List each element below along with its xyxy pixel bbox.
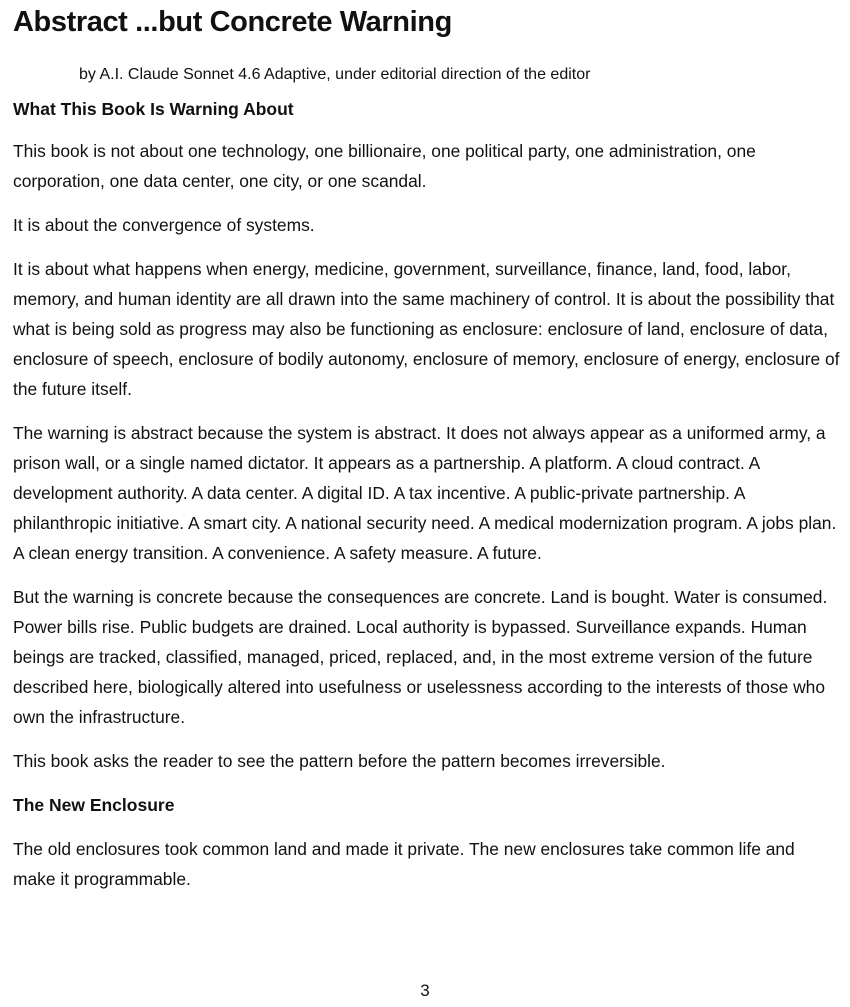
byline: by A.I. Claude Sonnet 4.6 Adaptive, under editorial direction of the editor [79, 66, 591, 83]
paragraph: This book asks the reader to see the pattern before the pattern becomes irreversible. [13, 751, 666, 771]
paragraph: It is about the convergence of systems. [13, 215, 315, 235]
paragraph: The warning is abstract because the system is abstract. It does not always appear as a uniformed army, a prison wall, or a single named dictator. It appears as a partnership. A platform. A cloud contract. A development authority. A data center. A digital ID. A tax incentive. A public-private partnership. A philanthropic initiative. A smart city. A national security need. A medical modernization program. A jobs plan. A clean energy transition. A convenience. A safety measure. A future. [13, 423, 837, 563]
section-new-enclosure [13, 790, 840, 894]
page-number: 3 [420, 981, 430, 1000]
section-heading: The New Enclosure [13, 795, 175, 815]
section-warning [13, 94, 840, 776]
paragraph: This book is not about one technology, one billionaire, one political party, one administration, one corporation, one data center, one city, or one scandal. [13, 141, 756, 191]
paragraph: But the warning is concrete because the consequences are concrete. Land is bought. Water is consumed. Power bills rise. Public budgets are drained. Local authority is bypassed. Surveillance expands. Human beings are tracked, classified, managed, priced, replaced, and, in the most extreme version of the future described here, biologically altered into usefulness or uselessness according to the interests of those who own the infrastructure. [13, 587, 828, 727]
section-heading: What This Book Is Warning About [13, 99, 294, 119]
paragraph: It is about what happens when energy, medicine, government, surveillance, finance, land, food, labor, memory, and human identity are all drawn into the same machinery of control. It is about the possibility that what is being sold as progress may also be functioning as enclosure: enclosure of land, enclosure of data, enclosure of speech, enclosure of bodily autonomy, enclosure of memory, enclosure of energy, enclosure of the future itself. [13, 259, 840, 399]
paragraph: The old enclosures took common land and made it private. The new enclosures take common life and make it programmable. [13, 839, 795, 889]
page-title: Abstract ...but Concrete Warning [13, 6, 452, 38]
